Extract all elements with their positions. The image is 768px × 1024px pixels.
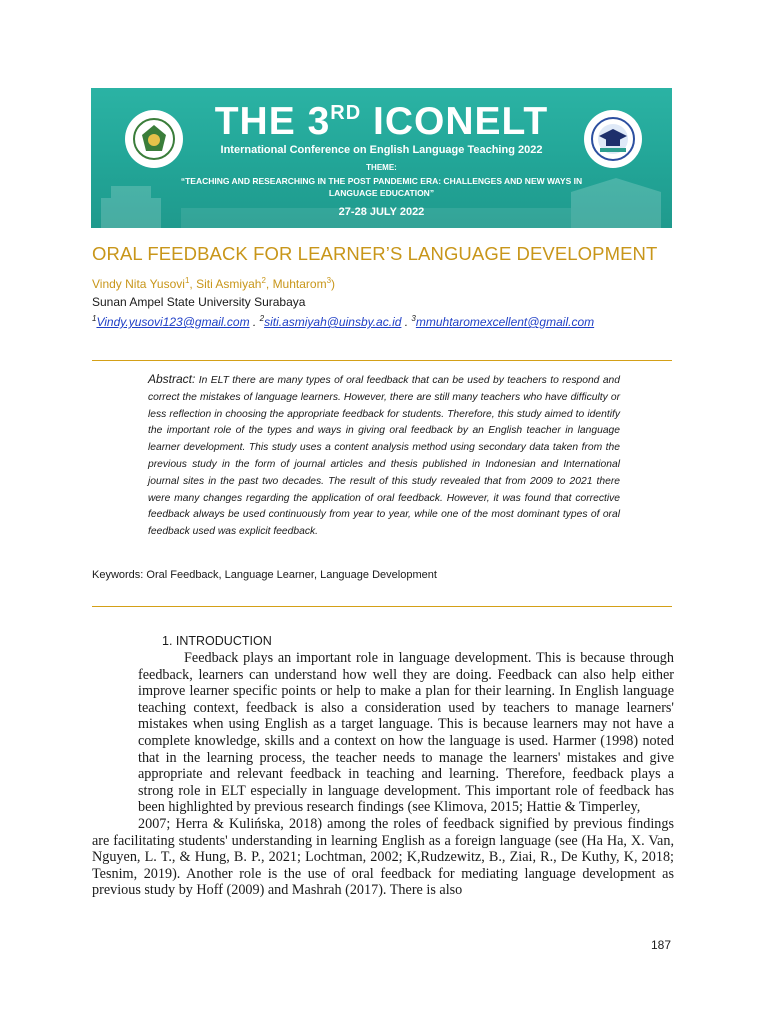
author-list: Vindy Nita Yusovi$^1$, Siti Asmiyah$^2$, Muhtarom$^3$) <box>92 276 336 291</box>
affiliation: Sunan Ampel State University Surabaya <box>92 295 306 309</box>
author-name: Siti Asmiyah <box>196 277 262 291</box>
keywords: Keywords: Oral Feedback, Language Learner, Language Development <box>92 569 437 581</box>
banner-theme: “TEACHING AND RESEARCHING IN THE POST PANDEMIC ERA: CHALLENGES AND NEW WAYS IN LANGUAGE EDUCATION” <box>180 176 583 198</box>
paragraph: Feedback plays an important role in language development. This is because through feedback, learners can understand how well they are doing. Feedback can also help either improve learner specific points or help to make a plan for their learning. In English language teaching context, feedback is also a consideration used by teachers to manage learners' mistakes when using English as a target language. This is because learners may not have a complete knowledge, skills and a context on how the language is used. Harmer (1998) noted that in the learning process, the teacher needs to manage the learners' mistakes and give appropriate and relevant feedback in teaching and learning. Therefore, feedback plays a strong role in ELT especially in language development. This important role of feedback has been highlighted by previous research findings (see Klimova, 2015; Hattie & Timperley, <box>138 650 674 816</box>
conference-banner <box>91 88 672 228</box>
banner-dates: 27-28 JULY 2022 <box>338 206 425 218</box>
body-text <box>92 650 674 899</box>
paper-title: ORAL FEEDBACK FOR LEARNER’S LANGUAGE DEVELOPMENT <box>92 243 658 264</box>
banner-subtitle: International Conference on English Language Teaching 2022 <box>220 144 543 156</box>
email-link[interactable]: mmuhtaromexcellent@gmail.com <box>415 315 595 329</box>
author-name: Muhtarom <box>272 277 327 291</box>
abstract <box>148 371 620 541</box>
email-link[interactable]: siti.asmiyah@uinsby.ac.id <box>264 315 402 329</box>
banner-theme-label: THEME: <box>366 163 397 172</box>
paragraph: 2007; Herra & Kulińska, 2018) among the roles of feedback signified by previous findings are facilitating students' understanding in learning English as a foreign language (see (Ha Ha, X. Van, Nguyen, L. T., & Hung, B. P., 2021; Lochtman, 2002; K,Rudzewitz, B., Ziai, R., De Kuthy, K, 2018; Tesnim, 2019). Another role is the use of oral feedback for mediating language development as previous study by Hoff (2009) and Mashrah (2017). There is also <box>92 815 674 899</box>
divider-top <box>92 360 672 361</box>
abstract-label: Abstract: <box>148 372 196 386</box>
author-name: Vindy Nita Yusovi <box>92 277 185 291</box>
author-emails: $^1$Vindy.yusovi123@gmail.com . $^2$siti.asmiyah@uinsby.ac.id . $^3$mmuhtaromexcellent@gmail.com <box>92 314 595 329</box>
abstract-text: In ELT there are many types of oral feedback that can be used by teachers to respond and correct the mistakes of language learners. However, there are still many teachers who have difficulty or less reflection in choosing the appropriate feedback for students. Therefore, this study aimed to identify the important role of the types and ways in giving oral feedback by an English teacher in language learner development. This study uses a content analysis method using secondary data taken from the previous study in the form of journal articles and thesis published in Indonesian and International journal sites in the past two decades. The result of this study revealed that from 2009 to 2021 there were many changes regarding the application of oral feedback. However, it was found that corrective feedback always be used continuously from year to year, while one of the most dominant types of oral feedback used was explicit feedback. <box>148 375 620 538</box>
banner-title: THE 3RD ICONELT <box>214 100 549 143</box>
section-heading: 1. INTRODUCTION <box>162 634 272 648</box>
page-number: 187 <box>651 938 672 952</box>
email-link[interactable]: Vindy.yusovi123@gmail.com <box>96 315 250 329</box>
divider-bottom <box>92 606 672 607</box>
